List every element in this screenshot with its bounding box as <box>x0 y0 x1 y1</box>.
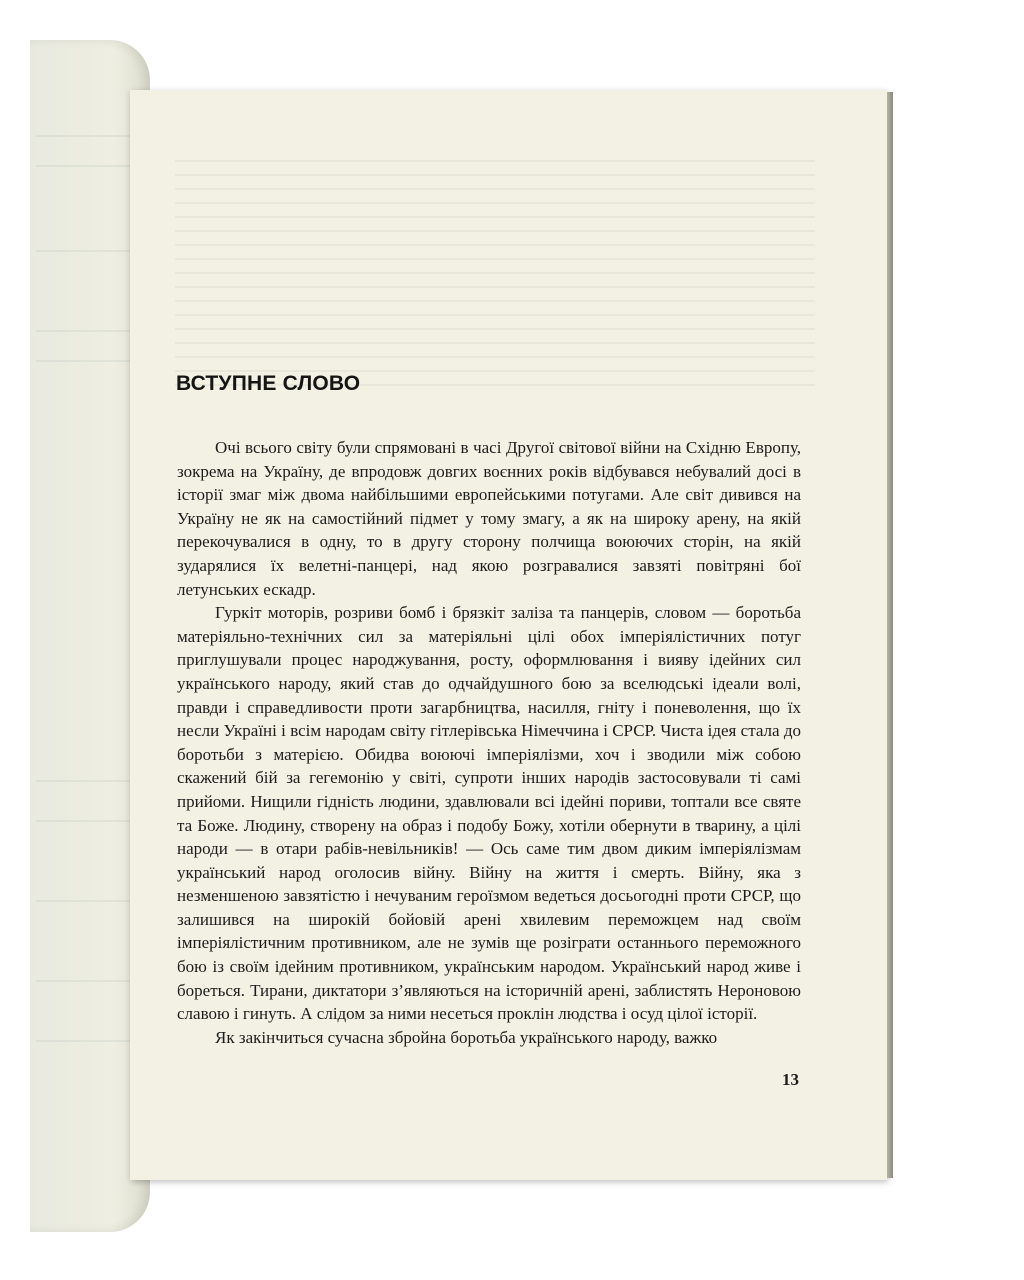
show-through-text <box>175 160 815 398</box>
page-number: 13 <box>782 1070 799 1089</box>
book-page <box>130 90 887 1180</box>
page-title: ВСТУПНЕ СЛОВО <box>176 372 361 395</box>
body-text <box>177 436 801 1049</box>
paragraph: Гуркіт моторів, розриви бомб і брязкіт заліза та панцерів, словом — боротьба матеріяльно-технічних сил за матеріяльні цілі обох імперіялістичних потуг приглушували процес народжування, росту, оформлювання і вияву ідейних сил українського народу, який став до одчайдушного бою за вселюдські ідеали волі, правди і справедливости проти загарбництва, насилля, гніту і поневолення, що їх несли Україні і всім народам світу гітлерівська Німеччина і СРСР. Чиста ідея стала до боротьби з матерією. Обидва воюючі імперіялізми, хоч і зводили між собою скажений бій за гегемонію у світі, супроти інших народів застосовували ті самі прийоми. Нищили гідність людини, здавлювали всі ідейні пориви, топтали все святе та Боже. Людину, створену на образ і подобу Божу, хотіли обернути в тварину, а цілі народи — в отари рабів-невільників! — Ось саме тим двом диким імперіялізмам український народ оголосив війну. Війну на життя і смерть. Війну, яка з незменшеною завзятістю і нечуваним героїзмом ведеться досьогодні проти СРСР, що залишився на широкій бойовій арені хвилевим переможцем над своїм імперіялістичним противником, але не зумів ще розіграти останнього переможного бою із своїм ідейним противником, українським народом. Український народ живе і бореться. Тирани, диктатори з’являються на історичній арені, заблистять Нероновою славою і гинуть. А слідом за ними несеться проклін людства і осуд цілої історії. <box>177 603 801 1024</box>
paragraph: Як закінчиться сучасна збройна боротьба українського народу, важко <box>215 1027 718 1047</box>
page-edge <box>887 92 893 1178</box>
paragraph: Очі всього світу були спрямовані в часі Другої світової війни на Східню Европу, зокрема на Україну, де впродовж довгих воєнних років відбувався небувалий досі в історії змаг між двома найбільшими европейськими потугами. Але світ дивився на Україну не як на самостійний підмет у тому змагу, а як на широку арену, на якій перекочувалися в одну, то в другу сторону полчища воюючих сторін, на якій зударялися їх велетні-панцері, над якою розгравалися завзяті повітряні бої летунських ескадр. <box>177 438 801 599</box>
